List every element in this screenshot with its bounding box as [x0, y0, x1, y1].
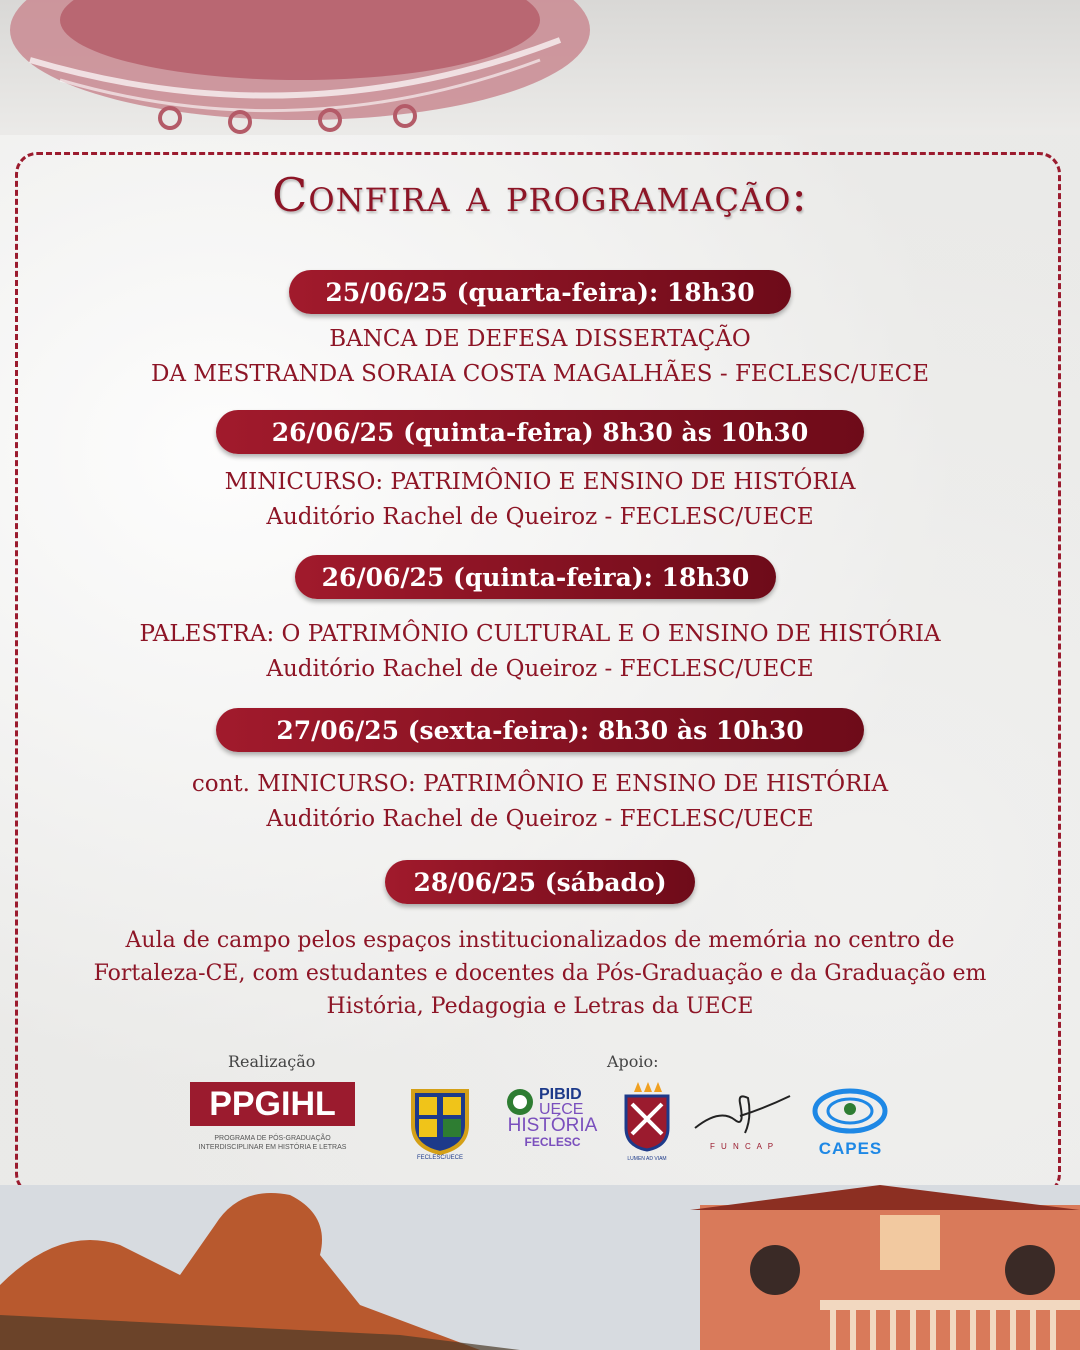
- event-line: cont. MINICURSO: PATRIMÔNIO E ENSINO DE HISTÓRIA: [191, 771, 889, 797]
- event-line: Fortaleza-CE, com estudantes e docentes da Pós-Graduação e da Graduação em: [93, 961, 987, 986]
- hat-illustration: [0, 0, 1080, 140]
- realizacao-label: Realização: [228, 1052, 316, 1071]
- event-line: BANCA DE DEFESA DISSERTAÇÃO: [329, 326, 751, 352]
- funcap-logo: [690, 1088, 795, 1160]
- event-description: [0, 465, 1080, 535]
- pibid-historia: HISTÓRIA: [507, 1115, 598, 1136]
- event-line: DA MESTRANDA SORAIA COSTA MAGALHÃES - FECLESC/UECE: [150, 361, 930, 387]
- uece-motto: LUMEN AD VIAM: [627, 1156, 667, 1162]
- event-date-pill: 27/06/25 (sexta-feira): 8h30 às 10h30: [216, 708, 864, 752]
- apoio-label: Apoio:: [607, 1052, 659, 1071]
- uece-crest-logo: [622, 1080, 672, 1160]
- event-line: PALESTRA: O PATRIMÔNIO CULTURAL E O ENSINO DE HISTÓRIA: [139, 621, 941, 647]
- event-line: História, Pedagogia e Letras da UECE: [326, 994, 754, 1019]
- pibid-feclesc: FECLESC: [524, 1135, 581, 1149]
- event-line: Auditório Rachel de Queiroz - FECLESC/UECE: [266, 806, 814, 832]
- funcap-signature-icon: [690, 1088, 795, 1138]
- event-date-pill: 25/06/25 (quarta-feira): 18h30: [289, 270, 791, 314]
- event-description: [0, 924, 1080, 1023]
- event-line: MINICURSO: PATRIMÔNIO E ENSINO DE HISTÓRIA: [224, 469, 856, 495]
- page-title: Confira a programação:: [272, 168, 808, 222]
- event-description: [0, 617, 1080, 687]
- pibid-title: PIBID: [539, 1086, 582, 1103]
- event-date-pill: 26/06/25 (quinta-feira) 8h30 às 10h30: [216, 410, 864, 454]
- event-line: Aula de campo pelos espaços institucionalizados de memória no centro de: [125, 928, 955, 953]
- capes-icon: [808, 1085, 893, 1135]
- ppgihl-logo-subtitle: INTERDISCIPLINAR EM HISTÓRIA E LETRAS: [198, 1144, 347, 1151]
- event-line: Auditório Rachel de Queiroz - FECLESC/UECE: [266, 504, 814, 530]
- capes-logo: [808, 1085, 893, 1160]
- bottom-landscape-image: [0, 1185, 1080, 1350]
- ppgihl-logo-subtitle: PROGRAMA DE PÓS-GRADUAÇÃO: [214, 1135, 331, 1142]
- top-decorative-band: [0, 0, 1080, 140]
- event-line: Auditório Rachel de Queiroz - FECLESC/UECE: [266, 656, 814, 682]
- capes-text: CAPES: [818, 1139, 883, 1158]
- feclesc-shield-logo: [405, 1085, 475, 1163]
- feclesc-badge-text: FECLESC/UECE: [416, 1155, 463, 1161]
- funcap-text: F U N C A P: [709, 1142, 776, 1151]
- event-description: [0, 322, 1080, 392]
- event-date-pill: 28/06/25 (sábado): [385, 860, 695, 904]
- ppgihl-logo-name: PPGIHL: [190, 1082, 355, 1126]
- pibid-logo: [505, 1087, 600, 1159]
- event-description: [0, 767, 1080, 837]
- pibid-icon: [505, 1087, 535, 1117]
- event-date-pill: 26/06/25 (quinta-feira): 18h30: [295, 555, 776, 599]
- ppgihl-logo: [190, 1082, 355, 1157]
- pibid-uece: UECE: [539, 1101, 584, 1118]
